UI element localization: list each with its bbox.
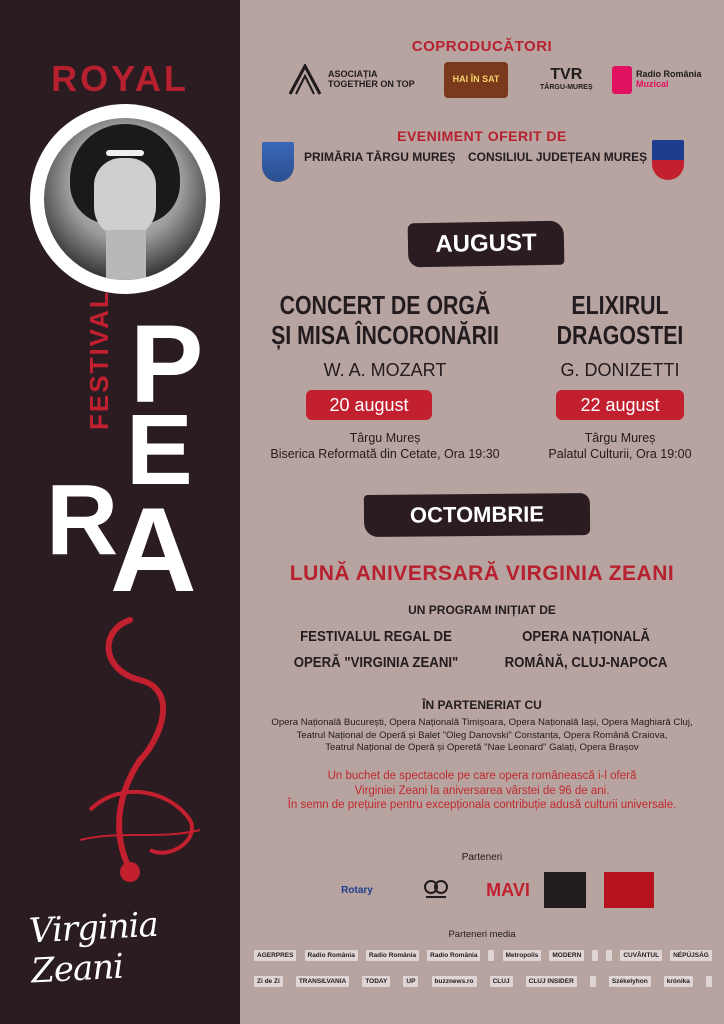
event2-composer: G. DONIZETTI: [560, 360, 680, 380]
owl-logo: [416, 872, 456, 908]
october-title: LUNĂ ANIVERSARĂ VIRGINIA ZEANI: [289, 562, 675, 585]
event2-title: ELIXIRUL DRAGOSTEI: [556, 290, 684, 350]
tvr-logo: TVR TÂRGU-MUREȘ: [540, 66, 593, 91]
zi-de-zi-logo: Zi de Zi: [254, 976, 283, 987]
event-by-heading: EVENIMENT OFERIT DE: [397, 128, 567, 144]
media-logo-row2-11: [706, 976, 712, 987]
letter-e: E: [126, 394, 193, 506]
radio-romania-logo-3: Radio România: [427, 950, 480, 961]
media-partners-row-1: [254, 950, 712, 961]
agerpres-logo: AGERPRES: [254, 950, 296, 961]
radio-icon: [612, 66, 632, 94]
letter-r: R: [46, 464, 119, 576]
radio-romania-logo-2: Radio România: [366, 950, 419, 961]
cluj-insider-logo: CLUJ INSIDER: [526, 976, 577, 987]
festival-vertical-label: FESTIVAL: [84, 290, 114, 430]
nepujsag-logo: NÉPÚJSÁG: [670, 950, 712, 961]
media-logo-row2-8: [590, 976, 596, 987]
letter-p: P: [130, 303, 204, 426]
radio-romania-logo: Radio România: [305, 950, 358, 961]
hai-in-sat-logo: HAI ÎN SAT: [444, 62, 508, 98]
consiliul-label: CONSILIUL JUDEȚEAN MUREȘ: [468, 150, 648, 164]
royal-title: ROYAL: [51, 58, 189, 99]
signature: Virginia Zeani: [28, 904, 159, 992]
cluj-logo: CLUJ: [490, 976, 513, 987]
event1-venue: Târgu Mureș Biserica Reformată din Cetate, Ora 19:30: [270, 431, 500, 461]
media-partners-heading: Parteneri media: [448, 929, 516, 940]
august-banner: AUGUST: [408, 221, 565, 268]
event1-date: 20 august: [306, 390, 432, 420]
media-partners-row-2: [254, 976, 712, 987]
mavi-logo: MAVI: [486, 879, 530, 900]
left-panel: [0, 0, 240, 1024]
cuvantul-logo: CUVÂNTUL: [620, 950, 662, 961]
event2-venue: Târgu Mureș Palatul Culturii, Ora 19:00: [548, 431, 692, 461]
rotary-logo: Rotary: [341, 884, 373, 896]
org-festival: FESTIVALUL REGAL DE OPERĂ "VIRGINIA ZEANI": [293, 628, 459, 671]
program-initiated-label: UN PROGRAM INIȚIAT DE: [408, 603, 556, 617]
event1-title: CONCERT DE ORGĂ ȘI MISA ÎNCORONĂRII: [271, 290, 499, 350]
partners-heading: Parteneri: [461, 852, 503, 863]
kronika-logo: krónika: [664, 976, 693, 987]
szekelyhon-logo: Székelyhon: [609, 976, 651, 987]
tribute-text: Un buchet de spectacole pe care opera românească i-l oferă Virginiei Zeani la aniversarea vârstei de 96 de ani. În semn de prețuire pentru excepționala contribuție adusă culturii universale.: [287, 770, 677, 811]
partnership-label: ÎN PARTENERIAT CU: [422, 698, 542, 712]
letter-a: A: [110, 483, 197, 617]
event2-date: 22 august: [556, 390, 684, 420]
zabrau-logo: [604, 872, 654, 908]
theatre-logo: [544, 872, 586, 908]
together-on-top-logo: ASOCIAȚIA TOGETHER ON TOP: [288, 64, 415, 96]
media-logo-8: [592, 950, 598, 961]
primaria-label: PRIMĂRIA TÂRGU MUREȘ: [304, 150, 456, 164]
tirgu-mures-crest-icon: [262, 142, 294, 182]
metropolis-logo: Metropolis: [503, 950, 542, 961]
event1-composer: W. A. MOZART: [323, 360, 447, 380]
mures-county-crest-icon: [652, 140, 684, 180]
arch-icon: [288, 64, 322, 96]
opera-partners-list: Opera Națională București, Opera Națională Timișoara, Opera Națională Iași, Opera Maghiară Cluj, Teatrul Național de Operă și Balet "Oleg Danovski" Constanța, Opera Română Craiova, Teatrul Național de Operă și Operetă "Nae Leonard" Galați, Opera Brașov: [271, 717, 693, 753]
treble-clef-ornament: [60, 610, 210, 890]
media-logo-9: [606, 950, 612, 961]
transilvania-logo: TRANSILVANIA: [296, 976, 349, 987]
org-opera-cluj: OPERA NAȚIONALĂ ROMÂNĂ, CLUJ-NAPOCA: [504, 628, 668, 671]
coproducers-heading: COPRODUCĂTORI: [411, 38, 553, 55]
modern-logo: MODERN: [549, 950, 584, 961]
media-logo-5: [488, 950, 494, 961]
buzznews-logo: buzznews.ro: [432, 976, 477, 987]
portrait-photo: [44, 118, 206, 280]
right-content: [240, 0, 724, 1024]
radio-romania-muzical-logo: Radio România Muzical: [612, 66, 702, 94]
today-logo: TODAY: [362, 976, 390, 987]
coproducers-logos: [240, 62, 724, 100]
owl-icon: [421, 875, 451, 905]
october-banner: OCTOMBRIE: [364, 493, 590, 537]
up-logo: UP: [403, 976, 418, 987]
